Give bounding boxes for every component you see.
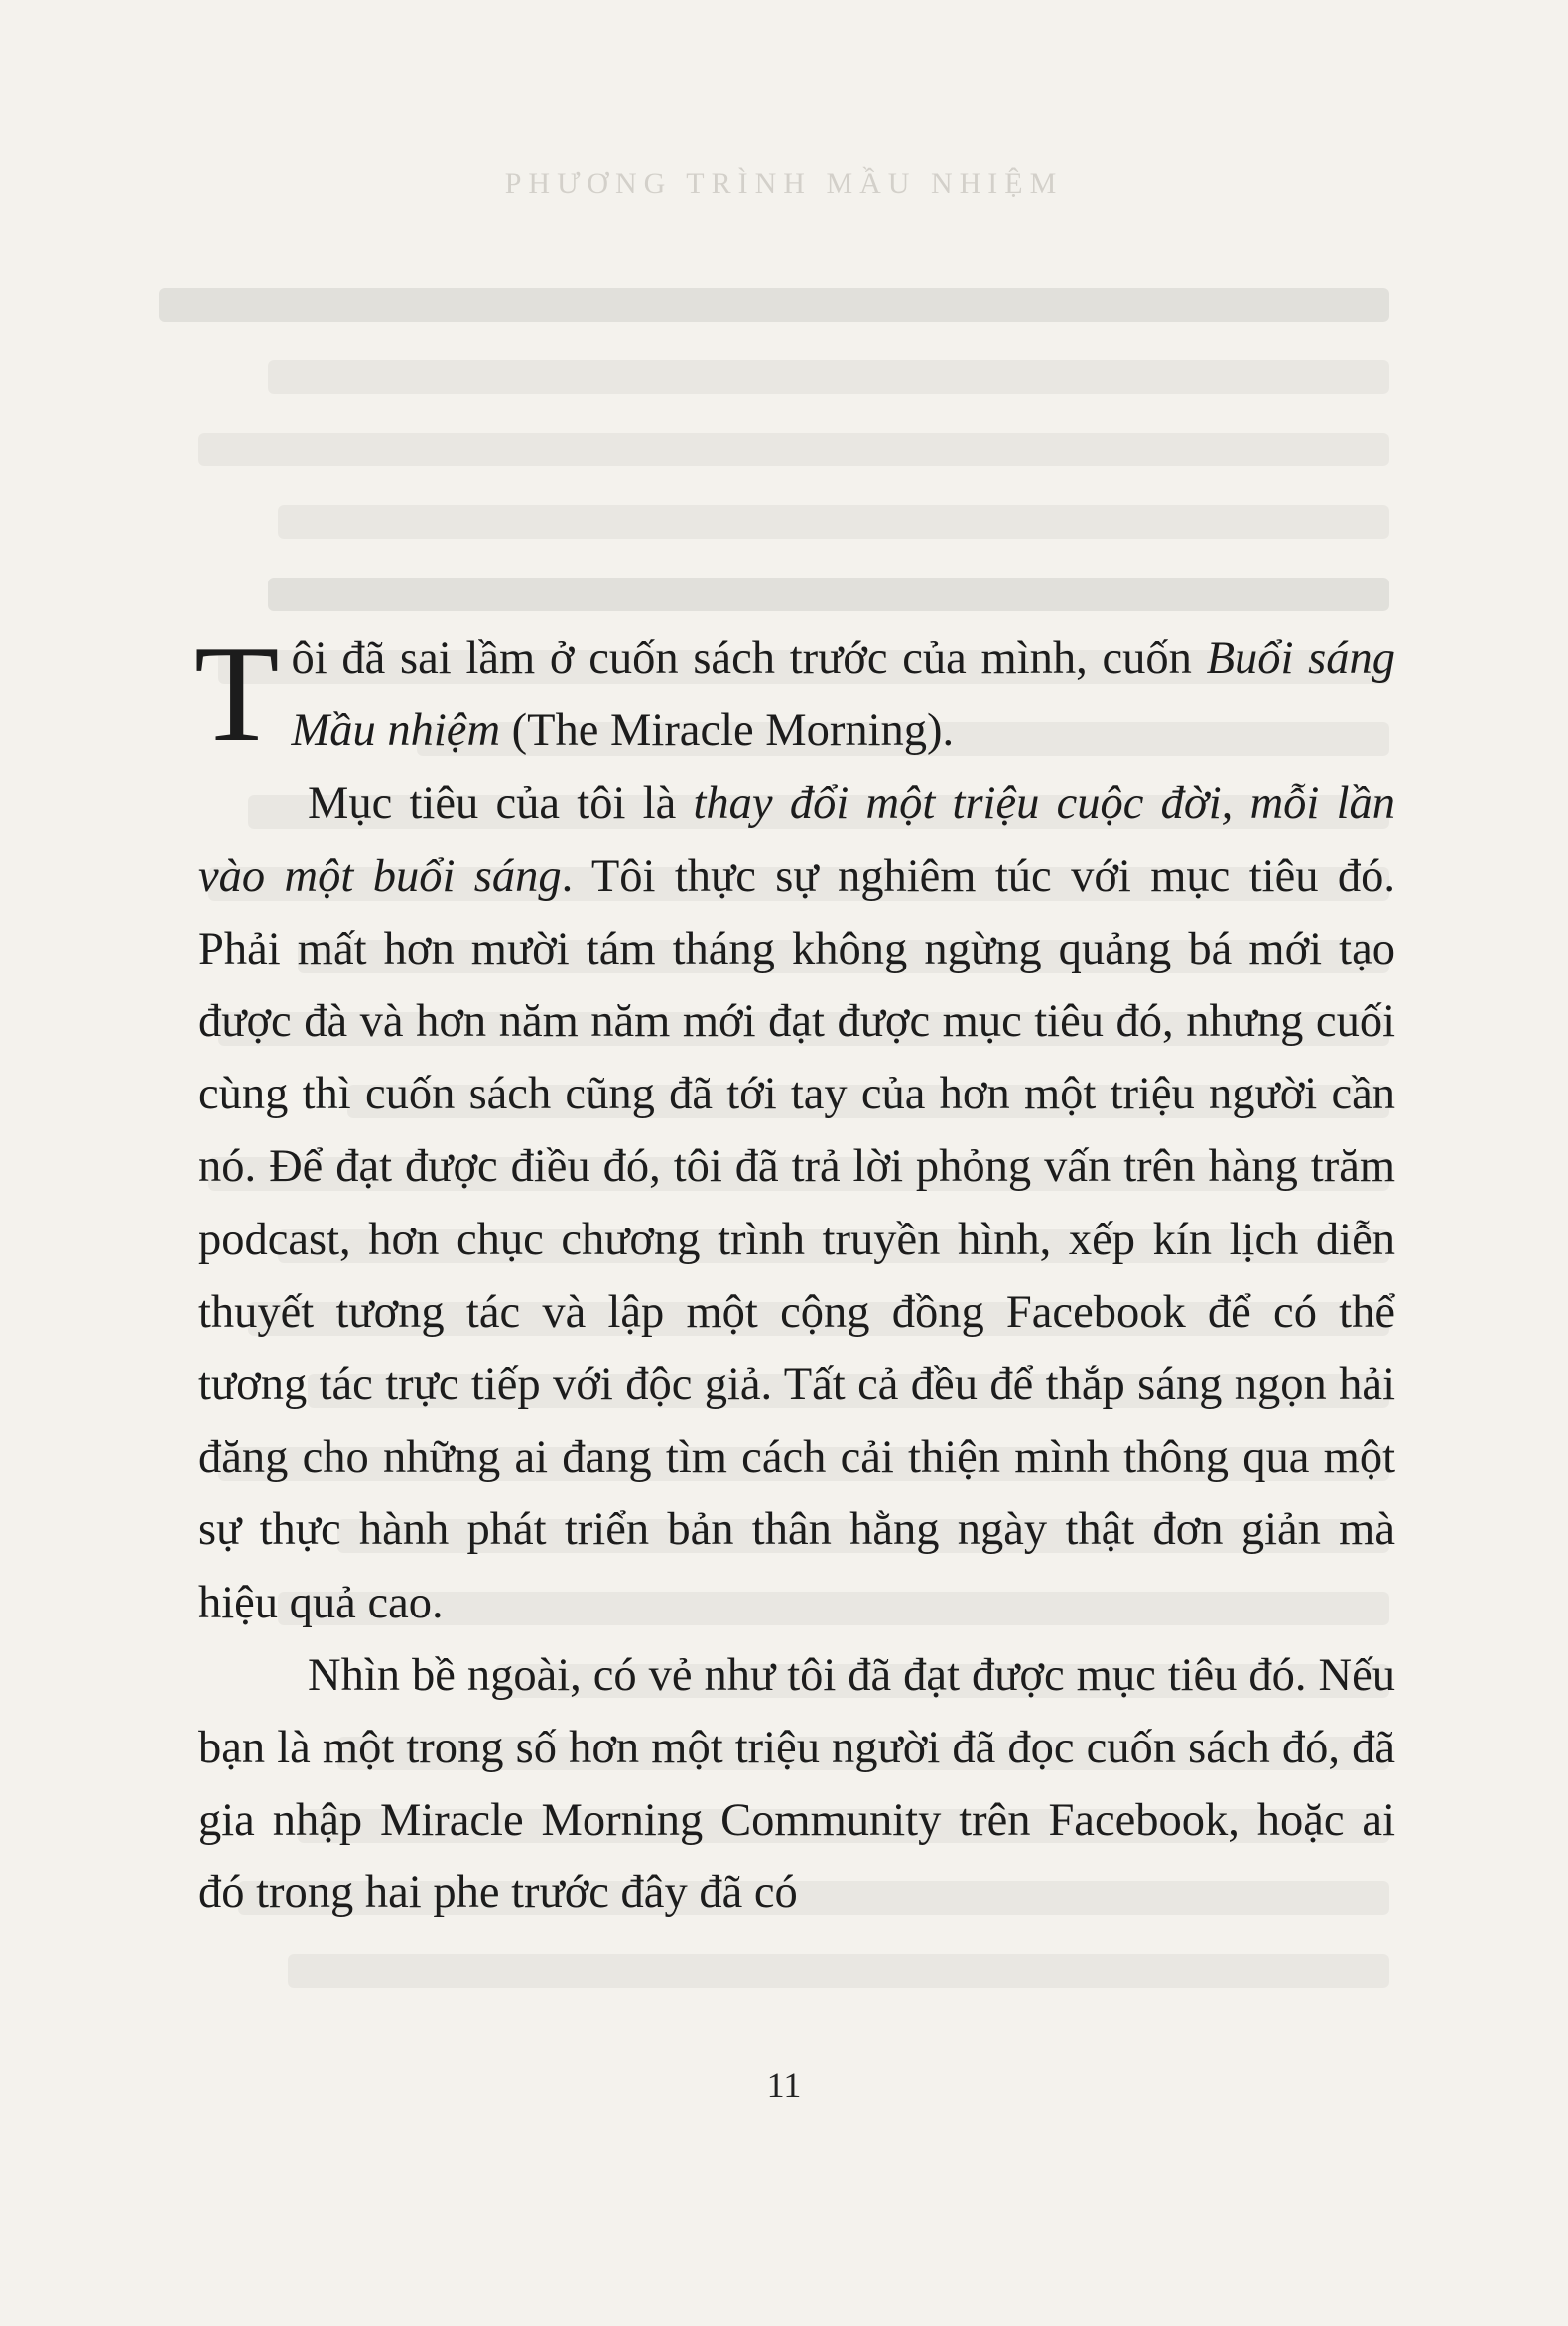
paragraph-2-lead: Mục tiêu của tôi là bbox=[308, 778, 694, 830]
book-title: Buổi sáng Mầu nhiệm bbox=[291, 633, 1395, 757]
paragraph-2-text: . Tôi thực sự nghiêm túc với mục tiêu đó. Phải mất hơn mười tám tháng không ngừng quảng bá mới tạo được đà và hơn năm năm mới đạt được mục tiêu đó, nhưng cuối cùng thì cuốn sách cũng đã tới tay của hơn một triệu người cần nó. Để đạt được điều đó, tôi đã trả lời phỏng vấn trên hàng trăm podcast, hơn chục chương trình truyền hình, xếp kín lịch diễn thuyết tương tác và lập một cộng đồng Facebook để có thể tương tác trực tiếp với độc giả. Tất cả đều để thắp sáng ngọn hải đăng cho những ai đang tìm cách cải thiện mình thông qua một sự thực hành phát triển bản thân hằng ngày thật đơn giản mà hiệu quả cao. bbox=[198, 850, 1396, 1628]
drop-cap: T bbox=[195, 617, 280, 771]
page-number: 11 bbox=[766, 2065, 802, 2105]
running-head: PHƯƠNG TRÌNH MẦU NHIỆM bbox=[504, 167, 1064, 199]
paragraph-1-tail: (The Miracle Morning). bbox=[500, 706, 955, 757]
paragraph-2 bbox=[198, 767, 1395, 1638]
paragraph-1-text: ôi đã sai lầm ở cuốn sách trước của mình, cuốn bbox=[291, 633, 1207, 684]
body-text bbox=[195, 617, 1396, 1930]
show-through-line bbox=[268, 360, 1389, 394]
paragraph-3: Nhìn bề ngoài, có vẻ như tôi đã đạt được mục tiêu đó. Nếu bạn là một trong số hơn một triệu người đã đọc cuốn sách đó, đã gia nhập Miracle Morning Community trên Facebook, hoặc ai đó trong hai phe trước đây đã có bbox=[198, 1649, 1395, 1919]
show-through-line bbox=[159, 288, 1389, 322]
show-through-line bbox=[278, 505, 1389, 539]
show-through-line bbox=[198, 433, 1389, 466]
goal-emphasis: thay đổi một triệu cuộc đời, mỗi lần vào một buổi sáng bbox=[198, 778, 1396, 902]
paragraph-1 bbox=[195, 617, 1395, 771]
show-through-line bbox=[288, 1954, 1389, 1988]
show-through-line bbox=[268, 578, 1389, 611]
